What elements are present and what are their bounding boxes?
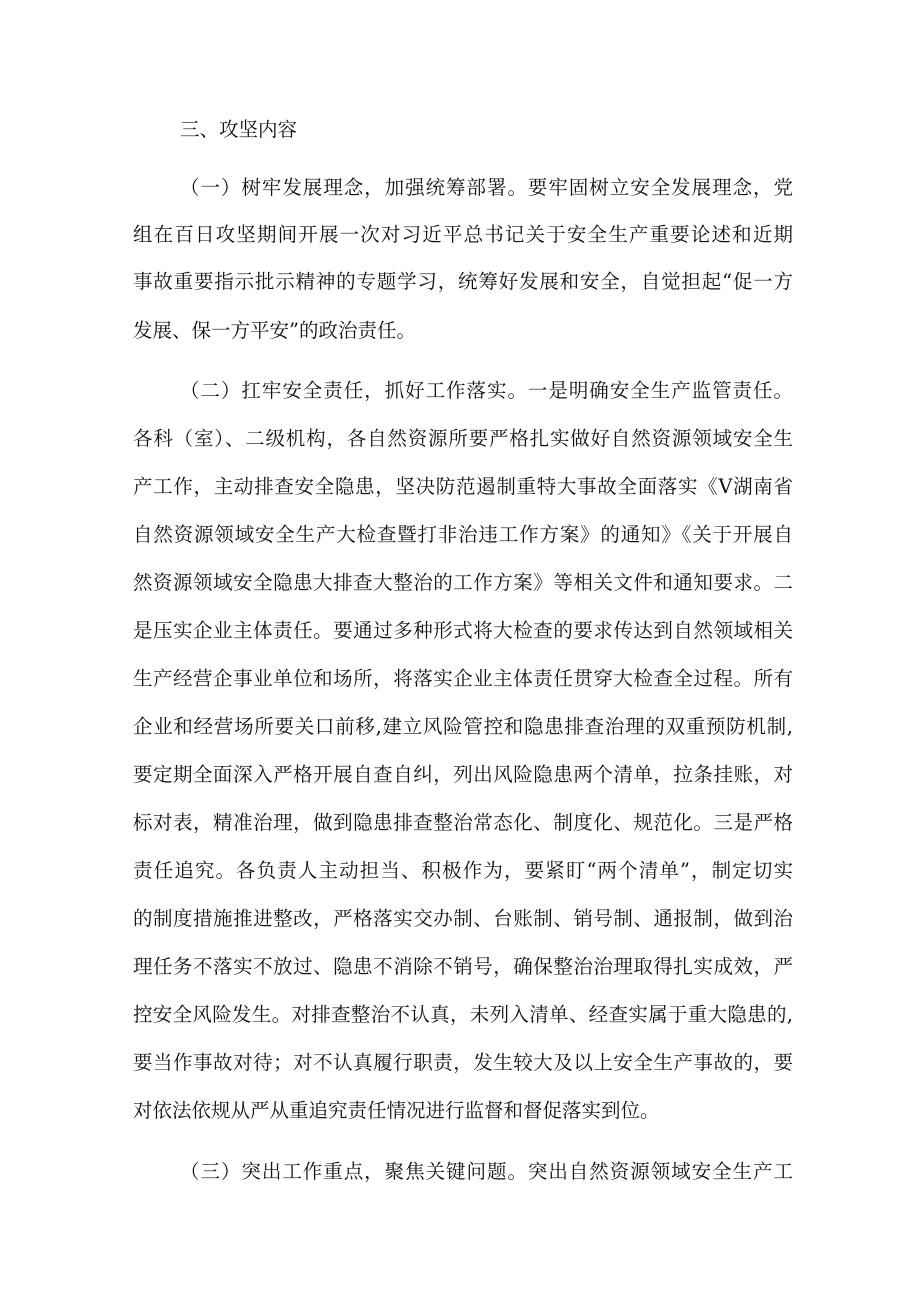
paragraph-2-line-15: 要当作事故对待；对不认真履行职责，发生较大及以上安全生产事故的，要 — [133, 1051, 793, 1074]
paragraph-1-line-2: 组在百日攻坚期间开展一次对习近平总书记关于安全生产重要论述和近期 — [133, 223, 793, 246]
paragraph-2-line-11: 责任追究。各负责人主动担当、积极作为，要紧盯“两个清单”，制定切实 — [133, 859, 793, 882]
paragraph-2-line-2: 各科（室）、二级机构，各自然资源所要严格扎实做好自然资源领域安全生 — [133, 427, 793, 450]
paragraph-2-line-12: 的制度措施推进整改，严格落实交办制、台账制、销号制、通报制，做到治 — [133, 907, 793, 930]
paragraph-2-line-9: 要定期全面深入严格开展自查自纠，列出风险隐患两个清单，拉条挂账，对 — [133, 763, 793, 786]
paragraph-3-line-1: （三）突出工作重点，聚焦关键问题。突出自然资源领域安全生产工 — [180, 1160, 793, 1183]
paragraph-1-line-3: 事故重要指示批示精神的专题学习，统筹好发展和安全，自觉担起“促一方 — [133, 270, 793, 293]
paragraph-2-line-10: 标对表，精准治理，做到隐患排查整治常态化、制度化、规范化。三是严格 — [133, 811, 793, 834]
paragraph-2-line-14: 控安全风险发生。对排查整治不认真，未列入清单、经查实属于重大隐患的, — [133, 1003, 793, 1026]
paragraph-2-line-5: 然资源领域安全隐患大排查大整治的工作方案》等相关文件和通知要求。二 — [133, 571, 793, 594]
paragraph-1-line-4: 发展、保一方平安”的政治责任。 — [133, 319, 416, 342]
section-heading: 三、攻坚内容 — [180, 118, 298, 141]
paragraph-2-line-3: 产工作，主动排查安全隐患，坚决防范遏制重特大事故全面落实《V湖南省 — [133, 475, 793, 498]
paragraph-2-line-4: 自然资源领域安全生产大检查暨打非治违工作方案》的通知》《关于开展自 — [133, 523, 793, 546]
paragraph-2-line-16: 对依法依规从严从重追究责任情况进行监督和督促落实到位。 — [133, 1099, 660, 1122]
paragraph-2-line-8: 企业和经营场所要关口前移,建立风险管控和隐患排查治理的双重预防机制, — [133, 715, 793, 738]
paragraph-2-line-1: （二）扛牢安全责任，抓好工作落实。一是明确安全生产监管责任。 — [180, 379, 793, 402]
paragraph-2-line-6: 是压实企业主体责任。要通过多种形式将大检查的要求传达到自然领域相关 — [133, 619, 793, 642]
paragraph-1-line-1: （一）树牢发展理念，加强统筹部署。要牢固树立安全发展理念，党 — [180, 176, 793, 199]
paragraph-2-line-7: 生产经营企事业单位和场所，将落实企业主体责任贯穿大检查全过程。所有 — [133, 667, 793, 690]
paragraph-2-line-13: 理任务不落实不放过、隐患不消除不销号，确保整治治理取得扎实成效，严 — [133, 955, 793, 978]
